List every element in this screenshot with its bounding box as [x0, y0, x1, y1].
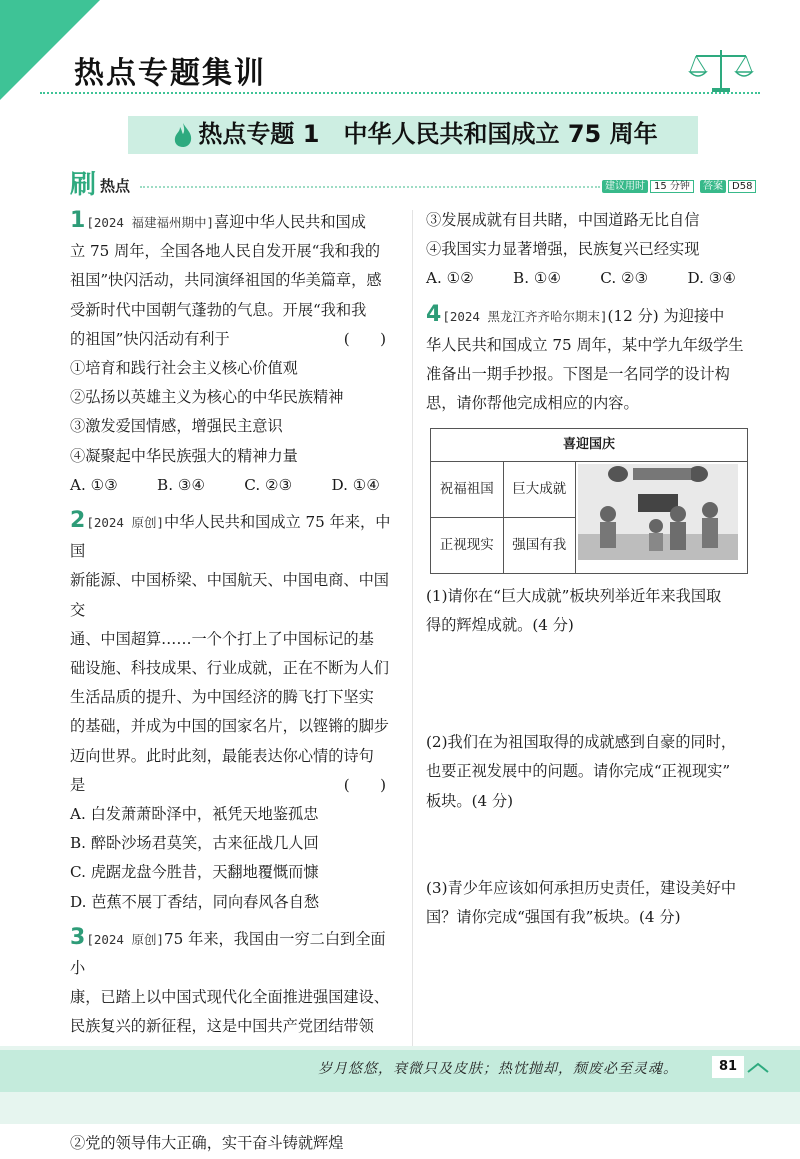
- table-header: 喜迎国庆: [431, 429, 748, 461]
- question-line: 是: [70, 775, 86, 794]
- question-line: 准备出一期手抄报。下图是一名同学的设计构: [426, 365, 730, 384]
- suggested-time-tag: [602, 177, 694, 192]
- sub-question-line: 国？请你完成“强国有我”板块。(4 分): [426, 908, 681, 927]
- option: A. 白发萧萧卧泽中，衹凭天地鉴孤忠: [70, 805, 319, 824]
- question-line: 康，已踏上以中国式现代化全面推进强国建设、: [70, 988, 389, 1007]
- answer-space[interactable]: [426, 816, 756, 874]
- sub-question-line: 板块。(4 分): [426, 791, 514, 810]
- question-1: [70, 206, 400, 500]
- answer-space[interactable]: [426, 640, 756, 728]
- question-line: 生活品质的提升、为中国经济的腾飞打下坚实: [70, 688, 374, 707]
- sub-question-line: 也要正视发展中的问题。请你完成“正视现实”: [426, 762, 731, 781]
- options-row: [70, 471, 380, 500]
- poster-illustration: [576, 461, 748, 573]
- option: D. ③④: [687, 269, 736, 288]
- option: C. ②③: [244, 475, 293, 494]
- question-source: [2024 黑龙江齐齐哈尔期末]: [442, 308, 608, 324]
- question-number: 2: [70, 508, 86, 534]
- right-column: [426, 206, 756, 932]
- option: D. ①④: [331, 475, 380, 494]
- header-divider: [40, 92, 760, 94]
- question-line: 祖国”快闪活动，共同演绎祖国的华美篇章，感: [70, 271, 382, 290]
- scale-icon: [686, 44, 756, 96]
- option: D. 芭蕉不展丁香结，同向春风各自愁: [70, 892, 320, 911]
- question-line: 喜迎中华人民共和国成: [214, 213, 366, 231]
- option: C. 虎踞龙盘今胜昔，天翻地覆慨而慷: [70, 863, 319, 882]
- sub-question-line: (1)请你在“巨大成就”板块列举近年来我国取: [426, 586, 722, 605]
- question-line: 通、中国超算……一个个打上了中国标记的基: [70, 629, 374, 648]
- option: C. ②③: [600, 269, 649, 288]
- statement-item: ③发展成就有目共睹，中国道路无比自信: [426, 211, 700, 229]
- section-label: 热点: [100, 177, 131, 195]
- statement-item: ④我国实力显著增强，民族复兴已经实现: [426, 240, 700, 259]
- question-line: 思，请你帮他完成相应的内容。: [426, 394, 639, 413]
- section-divider: [140, 186, 600, 188]
- sub-question-line: (2)我们在为祖国取得的成就感到自豪的同时，: [426, 733, 737, 752]
- table-cell: 正视现实: [431, 517, 504, 573]
- option: B. ①④: [513, 269, 562, 288]
- fire-icon: [172, 122, 194, 148]
- statement-item: ②党的领导伟大正确，实干奋斗铸就辉煌: [70, 1134, 344, 1153]
- question-line: 迈向世界。此时此刻，最能表达你心情的诗句: [70, 746, 374, 765]
- sub-question-line: (3)青少年应该如何承担历史责任，建设美好中: [426, 878, 737, 897]
- table-cell: 强国有我: [503, 517, 576, 573]
- time-label: 建议用时: [602, 180, 648, 193]
- page-corner-icon: [746, 1058, 770, 1076]
- answer-blank: ( ): [343, 329, 386, 348]
- question-line: 的祖国”快闪活动有利于: [70, 329, 230, 348]
- question-line: 的基础，并成为中国的国家名片，以铿锵的脚步: [70, 717, 389, 736]
- topic-title-text: 热点专题 1 中华人民共和国成立 75 周年: [198, 120, 658, 148]
- question-source: [2024 原创]: [86, 931, 164, 947]
- statement-item: ④凝聚起中华民族强大的精神力量: [70, 446, 298, 465]
- question-4: [426, 300, 756, 933]
- topic-title: [130, 114, 700, 149]
- question-line: 受新时代中国朝气蓬勃的气息。开展“我和我: [70, 300, 367, 319]
- question-number: 4: [426, 301, 442, 327]
- question-2: [70, 506, 400, 917]
- statement-item: ①培育和践行社会主义核心价值观: [70, 359, 298, 378]
- answer-page-tag: [700, 177, 756, 192]
- sub-question-line: 得的辉煌成就。(4 分): [426, 616, 574, 635]
- footer-motto: 岁月悠悠，衰微只及皮肤；热忱抛却，颓废必至灵魂。: [318, 1061, 678, 1077]
- table-cell: 祝福祖国: [431, 461, 504, 517]
- page-number: 81: [712, 1056, 744, 1078]
- question-line: 民族复兴的新征程，这是中国共产党团结带领: [70, 1017, 374, 1036]
- time-value: 15 分钟: [650, 180, 694, 193]
- answer-label: 答案: [700, 180, 726, 193]
- table-cell: 巨大成就: [503, 461, 576, 517]
- brush-mark: 刷: [70, 170, 97, 200]
- question-line: (12 分) 为迎接中: [607, 306, 725, 325]
- question-source: [2024 原创]: [86, 515, 164, 531]
- option: B. ③④: [157, 475, 206, 494]
- options-row: [426, 264, 736, 293]
- option: B. 醉卧沙场君莫笑，古来征战几人回: [70, 834, 319, 853]
- question-number: 3: [70, 924, 86, 950]
- statement-item: ②弘扬以英雄主义为核心的中华民族精神: [70, 388, 344, 407]
- column-divider: [412, 210, 413, 1050]
- question-line: 立 75 周年，全国各地人民自发开展“我和我的: [70, 242, 381, 261]
- page-header-title: 热点专题集训: [74, 56, 266, 91]
- design-table: [430, 428, 748, 573]
- question-line: 华人民共和国成立 75 周年，某中学九年级学生: [426, 335, 744, 354]
- question-line: 中华人民共和国成立 75 年来，中国: [70, 513, 391, 561]
- answer-page: D58: [728, 180, 756, 193]
- question-line: 新能源、中国桥梁、中国航天、中国电商、中国交: [70, 571, 389, 619]
- option: A. ①②: [426, 269, 474, 288]
- option: A. ①③: [70, 475, 118, 494]
- question-line: 础设施、科技成果、行业成就，正在不断为人们: [70, 659, 389, 678]
- left-column: [70, 206, 400, 1159]
- statement-item: ③激发爱国情感，增强民主意识: [70, 417, 283, 436]
- poster-image: [578, 464, 738, 560]
- question-line: 75 年来，我国由一穷二白到全面小: [70, 929, 386, 978]
- question-number: 1: [70, 208, 86, 233]
- question-source: [2024 福建福州期中]: [86, 215, 214, 230]
- answer-blank: ( ): [343, 775, 386, 794]
